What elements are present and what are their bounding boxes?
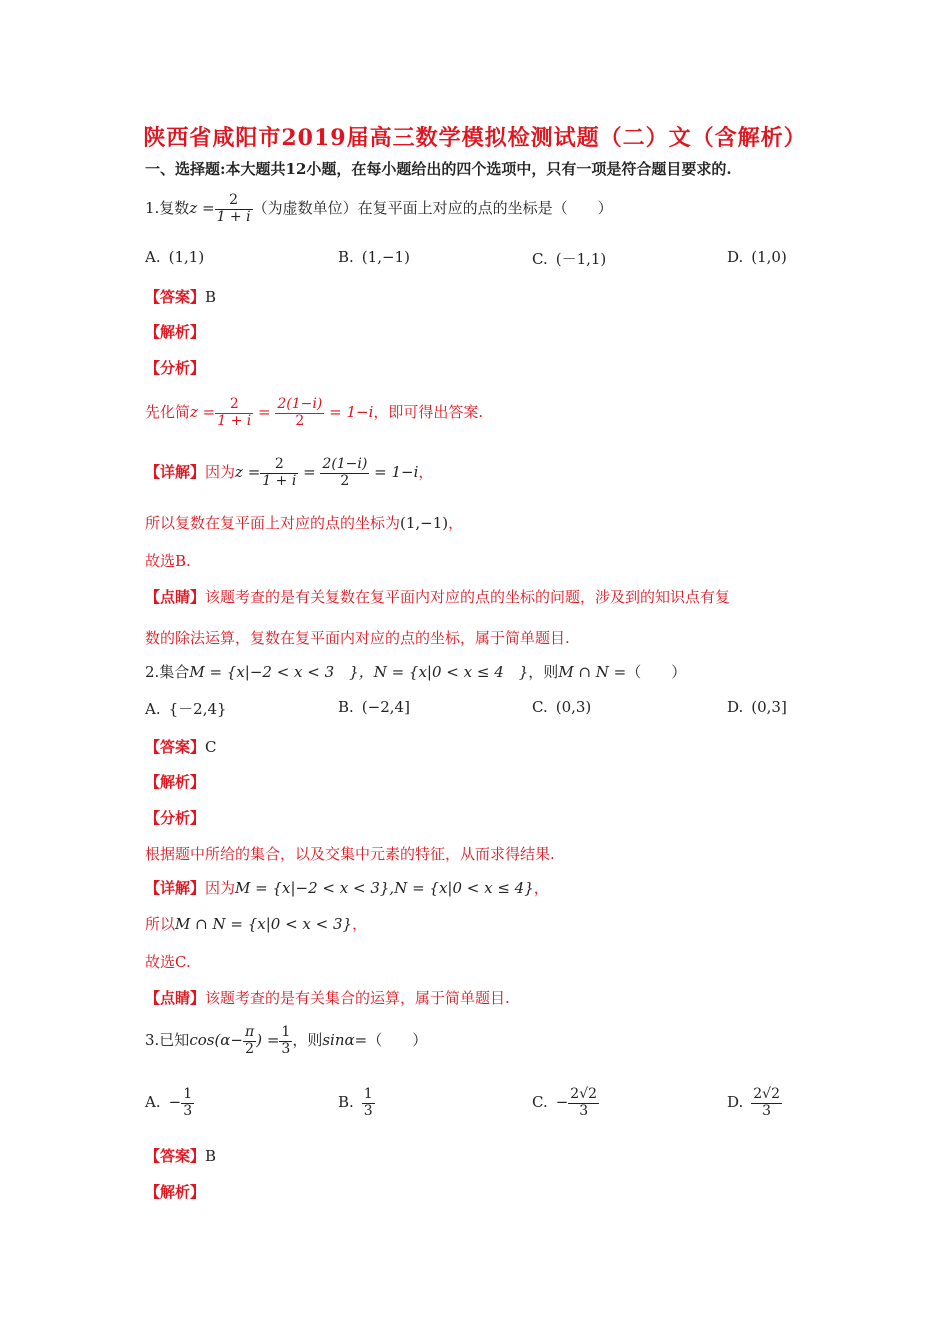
q2-detail: 【详解】因为M = {x|−2 < x < 3},N = {x|0 < x ≤ 4}， (145, 879, 549, 897)
q2-option-c: C. (0,3) (532, 698, 592, 716)
q1-answer: 【答案】B (145, 288, 217, 306)
q3-option-d: D. $\frac{2√2}{3}$ (727, 1086, 781, 1119)
q3-option-c: C. − $\frac{2√2}{3}$ (532, 1086, 598, 1119)
q2-jiexi: 【解析】 (145, 773, 206, 791)
question-1-var: z = (189, 199, 215, 217)
q1-fenxi-tag: 【分析】 (145, 359, 206, 377)
q3-jiexi: 【解析】 (145, 1183, 206, 1201)
page-title: 陕西省咸阳市2019届高三数学模拟检测试题（二）文（含解析） (143, 125, 807, 151)
q3-option-b: B. $\frac{1}{3}$ (338, 1086, 373, 1119)
q2-comment: 【点睛】该题考查的是有关集合的运算，属于简单题目. (145, 989, 510, 1007)
q1-comment-line2: 数的除法运算，复数在复平面内对应的点的坐标，属于简单题目. (145, 629, 570, 647)
q1-option-d: D. (1,0) (727, 248, 787, 266)
question-1-fraction: $\frac{2}{1 + i}$ (216, 192, 251, 225)
q1-option-a: A. (1,1) (145, 248, 205, 266)
section-heading: 一、选择题:本大题共12小题，在每小题给出的四个选项中，只有一项是符合题目要求的. (145, 160, 732, 178)
q1-detail-line2: 所以复数在复平面上对应的点的坐标为(1,−1)， (145, 514, 464, 532)
q2-option-b: B. (−2,4] (338, 698, 410, 716)
q1-fenxi-text: 先化简z = $\frac{2}{1 + i}$ = $\frac{2(1-i)}{2}$ = 1−i，即可得出答案. (145, 396, 484, 429)
question-3: 3.已知cos(α− $\frac{\pi}{2}$ ) = $\frac{1}{3}$ ，则sinα=（ ） (145, 1024, 428, 1057)
q2-fenxi-tag: 【分析】 (145, 809, 206, 827)
q3-answer: 【答案】B (145, 1147, 217, 1165)
question-2: 2.集合M = {x|−2 < x < 3 }，N = {x|0 < x ≤ 4 }，则M ∩ N =（ ） (145, 663, 687, 681)
q2-detail-line3: 故选C. (145, 953, 191, 971)
q1-comment-line1: 【点睛】该题考查的是有关复数在复平面内对应的点的坐标的问题，涉及到的知识点有复 (145, 588, 731, 606)
question-1 (145, 190, 613, 226)
q1-option-c: C. (－1,1) (532, 250, 607, 268)
question-1-prefix: 1.复数 (145, 199, 190, 217)
q1-jiexi: 【解析】 (145, 323, 206, 341)
question-1-suffix: （为虚数单位）在复平面上对应的点的坐标是（ ） (252, 199, 613, 217)
q3-option-a: A. − $\frac{1}{3}$ (145, 1086, 193, 1119)
q2-fenxi-text: 根据题中所给的集合，以及交集中元素的特征，从而求得结果. (145, 845, 555, 863)
q1-detail-line3: 故选B. (145, 552, 191, 570)
q1-detail: 【详解】因为z = $\frac{2}{1 + i}$ = $\frac{2(1-i)}{2}$ = 1−i， (145, 456, 434, 489)
q2-option-a: A. {－2,4} (145, 700, 227, 718)
q2-option-d: D. (0,3] (727, 698, 787, 716)
q1-option-b: B. (1,−1) (338, 248, 410, 266)
q2-detail-line2: 所以M ∩ N = {x|0 < x < 3}， (145, 915, 368, 933)
q2-answer: 【答案】C (145, 738, 217, 756)
